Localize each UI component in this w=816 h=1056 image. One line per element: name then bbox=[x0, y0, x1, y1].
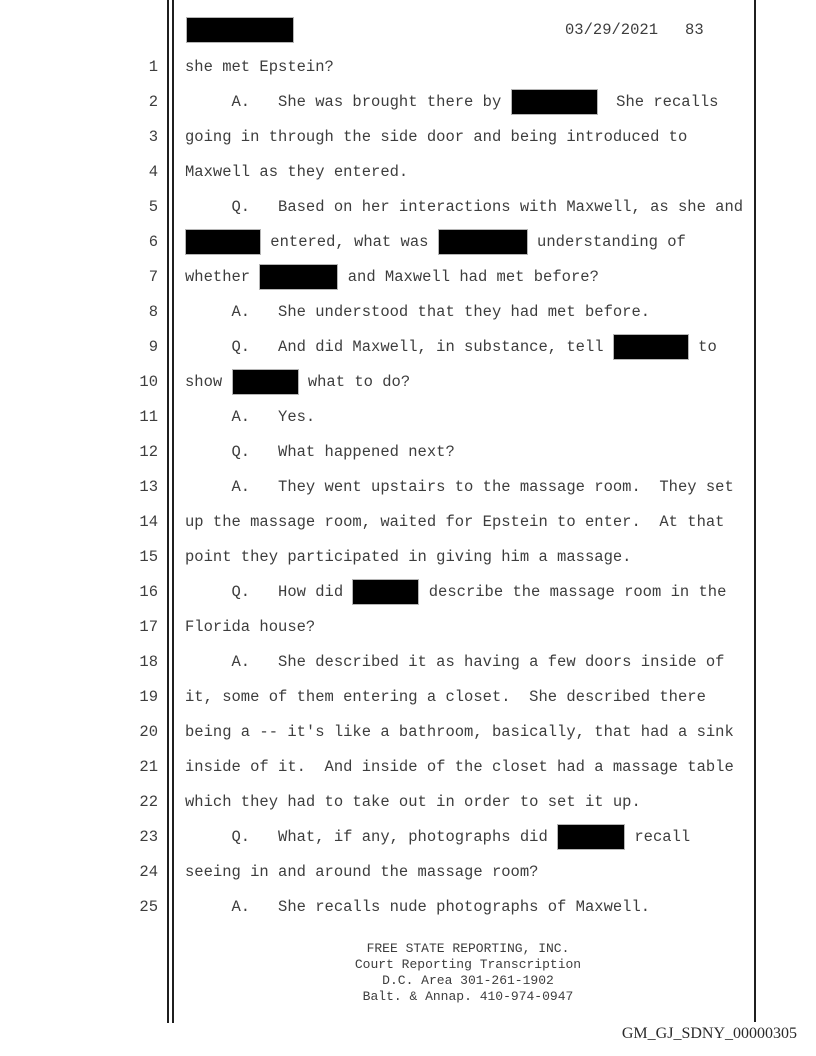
transcript-text: Florida house? bbox=[185, 618, 316, 636]
transcript-text: entered, what was bbox=[261, 233, 438, 251]
transcript-text: Q. What, if any, photographs did bbox=[185, 828, 558, 846]
transcript-text: inside of it. And inside of the closet had a massage table bbox=[185, 758, 734, 776]
transcript-text: up the massage room, waited for Epstein to enter. At that bbox=[185, 513, 725, 531]
line-number: 3 bbox=[148, 128, 158, 146]
transcript-line bbox=[139, 893, 651, 921]
transcript-text: show bbox=[185, 373, 232, 391]
footer-line: Balt. & Annap. 410-974-0947 bbox=[362, 989, 574, 1004]
line-number: 17 bbox=[139, 618, 158, 636]
transcript-line bbox=[139, 683, 706, 711]
line-number: 20 bbox=[139, 723, 158, 741]
transcript-text: A. She described it as having a few doors inside of bbox=[185, 653, 725, 671]
redaction-box bbox=[186, 17, 294, 43]
transcript-line bbox=[148, 333, 717, 361]
transcript-text: point they participated in giving him a massage. bbox=[185, 548, 632, 566]
left-margin-rule-inner bbox=[172, 0, 174, 1023]
header-date: 03/29/2021 bbox=[565, 21, 659, 39]
line-number: 21 bbox=[139, 758, 158, 776]
redaction-box bbox=[185, 229, 261, 255]
transcript-text: recall bbox=[625, 828, 691, 846]
line-number: 10 bbox=[139, 373, 158, 391]
transcript-text: Maxwell as they entered. bbox=[185, 163, 409, 181]
transcript-line bbox=[139, 613, 316, 641]
footer-line: Court Reporting Transcription bbox=[354, 957, 582, 972]
transcript-text: A. Yes. bbox=[185, 408, 316, 426]
transcript-text: going in through the side door and being introduced to bbox=[185, 128, 688, 146]
line-number: 19 bbox=[139, 688, 158, 706]
footer-line: FREE STATE REPORTING, INC. bbox=[366, 941, 570, 956]
transcript-text: A. She understood that they had met before. bbox=[185, 303, 651, 321]
transcript-line bbox=[139, 788, 641, 816]
header-date-pageno bbox=[565, 16, 704, 44]
transcript-line bbox=[139, 508, 725, 536]
transcript-line bbox=[148, 123, 688, 151]
redaction-box bbox=[511, 89, 598, 115]
transcript-line bbox=[139, 438, 455, 466]
transcript-text: whether bbox=[185, 268, 260, 286]
right-margin-rule bbox=[754, 0, 756, 1022]
transcript-text: She recalls bbox=[597, 93, 719, 111]
line-number: 1 bbox=[148, 58, 158, 76]
transcript-text: she met Epstein? bbox=[185, 58, 334, 76]
line-number: 7 bbox=[148, 268, 158, 286]
transcript-text: Q. And did Maxwell, in substance, tell bbox=[185, 338, 613, 356]
transcript-line bbox=[139, 823, 691, 851]
transcript-text: Q. What happened next? bbox=[185, 443, 455, 461]
redaction-box bbox=[232, 369, 299, 395]
transcript-line bbox=[139, 753, 734, 781]
transcript-text: understanding of bbox=[527, 233, 686, 251]
header-page-number: 83 bbox=[685, 21, 704, 39]
line-number: 4 bbox=[148, 163, 158, 181]
transcript-text: Q. How did bbox=[185, 583, 353, 601]
line-number: 24 bbox=[139, 863, 158, 881]
line-number: 12 bbox=[139, 443, 158, 461]
transcript-line bbox=[139, 648, 725, 676]
redaction-box bbox=[613, 334, 689, 360]
transcript-text: A. She recalls nude photographs of Maxwell. bbox=[185, 898, 651, 916]
transcript-text: and Maxwell had met before? bbox=[338, 268, 599, 286]
transcript-line bbox=[148, 53, 334, 81]
redaction-box bbox=[438, 229, 528, 255]
line-number: 9 bbox=[148, 338, 158, 356]
transcript-line bbox=[148, 88, 719, 116]
line-number: 11 bbox=[139, 408, 158, 426]
transcript-text: which they had to take out in order to set it up. bbox=[185, 793, 641, 811]
transcript-text: to bbox=[688, 338, 717, 356]
redaction-box bbox=[259, 264, 338, 290]
transcript-text: seeing in and around the massage room? bbox=[185, 863, 539, 881]
transcript-line bbox=[139, 403, 316, 431]
transcript-line bbox=[139, 543, 632, 571]
line-number: 5 bbox=[148, 198, 158, 216]
redaction-box bbox=[557, 824, 625, 850]
transcript-text: Q. Based on her interactions with Maxwell, as she and bbox=[185, 198, 744, 216]
page-header bbox=[186, 16, 294, 44]
line-number: 22 bbox=[139, 793, 158, 811]
line-number: 14 bbox=[139, 513, 158, 531]
transcript-line bbox=[139, 368, 411, 396]
bates-number: GM_GJ_SDNY_00000305 bbox=[621, 1025, 797, 1042]
transcript-text: A. They went upstairs to the massage room. They set bbox=[185, 478, 734, 496]
line-number: 13 bbox=[139, 478, 158, 496]
line-number: 25 bbox=[139, 898, 158, 916]
transcript-line bbox=[148, 263, 599, 291]
line-number: 6 bbox=[148, 233, 158, 251]
redaction-box bbox=[352, 579, 419, 605]
line-number: 15 bbox=[139, 548, 158, 566]
transcript-line bbox=[139, 858, 539, 886]
transcript-line bbox=[139, 473, 734, 501]
footer-line: D.C. Area 301-261-1902 bbox=[382, 973, 554, 988]
line-number: 16 bbox=[139, 583, 158, 601]
transcript-line bbox=[148, 158, 409, 186]
transcript-line bbox=[148, 228, 686, 256]
transcript-text: being a -- it's like a bathroom, basically, that had a sink bbox=[185, 723, 734, 741]
transcript-line bbox=[148, 193, 744, 221]
reporter-footer bbox=[185, 941, 751, 1005]
transcript-line bbox=[148, 298, 651, 326]
line-number: 23 bbox=[139, 828, 158, 846]
line-number: 2 bbox=[148, 93, 158, 111]
transcript-text: what to do? bbox=[298, 373, 411, 391]
transcript-text: describe the massage room in the bbox=[419, 583, 727, 601]
transcript-line bbox=[139, 578, 727, 606]
line-number: 18 bbox=[139, 653, 158, 671]
transcript-text: A. She was brought there by bbox=[185, 93, 511, 111]
line-number: 8 bbox=[148, 303, 158, 321]
transcript-line bbox=[139, 718, 734, 746]
transcript-text: it, some of them entering a closet. She described there bbox=[185, 688, 706, 706]
left-margin-rule-outer bbox=[167, 0, 169, 1023]
